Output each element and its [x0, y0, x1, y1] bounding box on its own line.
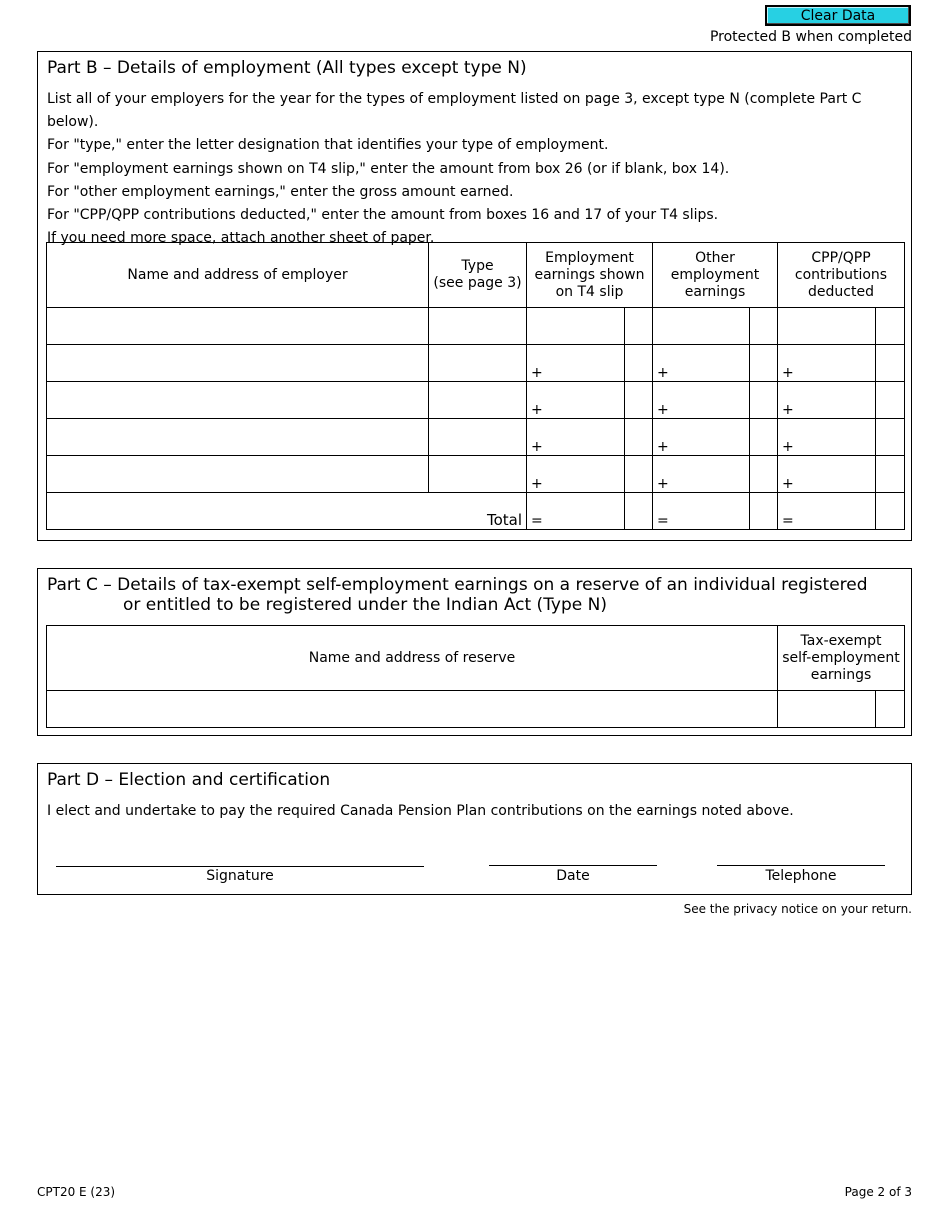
other-dollars-field[interactable] — [653, 419, 750, 456]
cpp-cents-field[interactable] — [876, 456, 905, 493]
other-dollars-field[interactable] — [653, 308, 750, 345]
part-c-title-line: or entitled to be registered under the Indian Act (Type N) — [123, 595, 607, 615]
col-header-tax-exempt — [778, 626, 905, 691]
instruction-line: For "CPP/QPP contributions deducted," enter the amount from boxes 16 and 17 of your T4 slips. — [47, 207, 719, 224]
col-header-line: Other — [695, 249, 735, 266]
plus-sign: + — [657, 402, 669, 418]
other-cents-field[interactable] — [750, 456, 778, 493]
plus-sign: + — [531, 402, 543, 418]
t4-dollars-field[interactable] — [527, 308, 625, 345]
type-field[interactable] — [429, 345, 527, 382]
t4-cents-field[interactable] — [625, 456, 653, 493]
t4-cents-field[interactable] — [625, 345, 653, 382]
col-header-line: contributions — [794, 266, 888, 283]
t4-cents-field[interactable] — [625, 308, 653, 345]
total-cpp-dollars-field[interactable] — [778, 493, 876, 530]
date-label: Date — [556, 868, 590, 884]
other-dollars-field[interactable] — [653, 345, 750, 382]
tax-exempt-cents-field[interactable] — [876, 691, 905, 728]
plus-sign: + — [657, 476, 669, 492]
employer-name-field[interactable] — [47, 382, 429, 419]
type-field[interactable] — [429, 419, 527, 456]
part-b-section — [37, 51, 912, 541]
col-header-line: employment — [670, 266, 760, 283]
employer-name-field[interactable] — [47, 419, 429, 456]
total-t4-dollars-field[interactable] — [527, 493, 625, 530]
table-row — [47, 419, 905, 456]
table-row — [47, 691, 905, 728]
plus-sign: + — [657, 365, 669, 381]
equals-sign: = — [782, 513, 794, 529]
privacy-notice: See the privacy notice on your return. — [683, 902, 912, 916]
other-dollars-field[interactable] — [653, 456, 750, 493]
other-cents-field[interactable] — [750, 419, 778, 456]
reserve-table — [46, 625, 905, 728]
plus-sign: + — [782, 476, 794, 492]
other-cents-field[interactable] — [750, 382, 778, 419]
t4-dollars-field[interactable] — [527, 456, 625, 493]
type-field[interactable] — [429, 456, 527, 493]
other-dollars-field[interactable] — [653, 382, 750, 419]
plus-sign: + — [782, 365, 794, 381]
signature-label: Signature — [206, 868, 274, 884]
col-header-t4-earnings — [527, 243, 653, 308]
cpp-cents-field[interactable] — [876, 419, 905, 456]
employer-name-field[interactable] — [47, 308, 429, 345]
part-c-title — [47, 575, 868, 615]
col-header-other-earnings — [653, 243, 778, 308]
total-row — [47, 493, 905, 530]
equals-sign: = — [531, 513, 543, 529]
employment-table — [46, 242, 905, 530]
election-statement: I elect and undertake to pay the required Canada Pension Plan contributions on the earnings noted above. — [47, 803, 794, 819]
col-header-type-line: (see page 3) — [433, 275, 522, 291]
signature-line[interactable] — [56, 866, 424, 867]
t4-cents-field[interactable] — [625, 382, 653, 419]
clear-data-button[interactable]: Clear Data — [765, 5, 911, 26]
col-header-reserve: Name and address of reserve — [47, 626, 778, 691]
col-header-line: earnings — [810, 666, 872, 683]
instruction-line: If you need more space, attach another sheet of paper. — [47, 230, 435, 247]
plus-sign: + — [531, 365, 543, 381]
part-d-title: Part D – Election and certification — [47, 770, 331, 790]
col-header-line: on T4 slip — [555, 283, 624, 300]
part-b-instructions — [47, 88, 911, 250]
other-cents-field[interactable] — [750, 345, 778, 382]
cpp-dollars-field[interactable] — [778, 308, 876, 345]
col-header-line: CPP/QPP — [811, 249, 871, 266]
part-c-title-line: Part C – Details of tax-exempt self-employment earnings on a reserve of an individual registered — [47, 575, 868, 595]
col-header-cpp — [778, 243, 905, 308]
protected-b-label: Protected B when completed — [709, 29, 912, 45]
col-header-line: Employment — [545, 249, 634, 266]
other-cents-field[interactable] — [750, 308, 778, 345]
page-number: Page 2 of 3 — [844, 1185, 912, 1199]
telephone-label: Telephone — [765, 868, 837, 884]
cpp-cents-field[interactable] — [876, 345, 905, 382]
instruction-line: For "employment earnings shown on T4 slip," enter the amount from box 26 (or if blank, box 14). — [47, 160, 730, 177]
employer-name-field[interactable] — [47, 456, 429, 493]
cpp-cents-field[interactable] — [876, 382, 905, 419]
cpp-cents-field[interactable] — [876, 308, 905, 345]
plus-sign: + — [531, 476, 543, 492]
t4-cents-field[interactable] — [625, 419, 653, 456]
form-code: CPT20 E (23) — [37, 1185, 116, 1199]
table-row — [47, 308, 905, 345]
instruction-line: List all of your employers for the year for the types of employment listed on page 3, except type N (complete Part C below). — [47, 91, 862, 131]
equals-sign: = — [657, 513, 669, 529]
type-field[interactable] — [429, 308, 527, 345]
t4-dollars-field[interactable] — [527, 382, 625, 419]
col-header-employer: Name and address of employer — [47, 243, 429, 308]
reserve-name-field[interactable] — [47, 691, 778, 728]
col-header-line: earnings shown — [534, 266, 645, 283]
t4-dollars-field[interactable] — [527, 419, 625, 456]
table-row — [47, 382, 905, 419]
plus-sign: + — [782, 439, 794, 455]
tax-exempt-dollars-field[interactable] — [778, 691, 876, 728]
total-t4-cents-field[interactable] — [625, 493, 653, 530]
col-header-line: Tax-exempt — [800, 632, 882, 649]
part-c-section — [37, 568, 912, 736]
col-header-line: deducted — [808, 283, 874, 300]
telephone-line[interactable] — [717, 865, 885, 866]
plus-sign: + — [782, 402, 794, 418]
col-header-line: self-employment — [782, 649, 900, 666]
total-label: Total — [47, 493, 527, 530]
col-header-type-line: Type — [461, 258, 494, 274]
instruction-line: For "other employment earnings," enter the gross amount earned. — [47, 183, 514, 200]
employer-name-field[interactable] — [47, 345, 429, 382]
plus-sign: + — [531, 439, 543, 455]
instruction-line: For "type," enter the letter designation that identifies your type of employment. — [47, 137, 609, 154]
table-row — [47, 345, 905, 382]
date-line[interactable] — [489, 865, 657, 866]
type-field[interactable] — [429, 382, 527, 419]
total-other-cents-field[interactable] — [750, 493, 778, 530]
cpp-dollars-field[interactable] — [778, 345, 876, 382]
total-other-dollars-field[interactable] — [653, 493, 750, 530]
cpp-dollars-field[interactable] — [778, 419, 876, 456]
t4-dollars-field[interactable] — [527, 345, 625, 382]
cpp-dollars-field[interactable] — [778, 382, 876, 419]
total-cpp-cents-field[interactable] — [876, 493, 905, 530]
table-row — [47, 456, 905, 493]
part-b-title: Part B – Details of employment (All types except type N) — [47, 58, 527, 78]
col-header-type — [429, 243, 527, 308]
part-d-section — [37, 763, 912, 895]
cpp-dollars-field[interactable] — [778, 456, 876, 493]
col-header-line: earnings — [684, 283, 746, 300]
plus-sign: + — [657, 439, 669, 455]
